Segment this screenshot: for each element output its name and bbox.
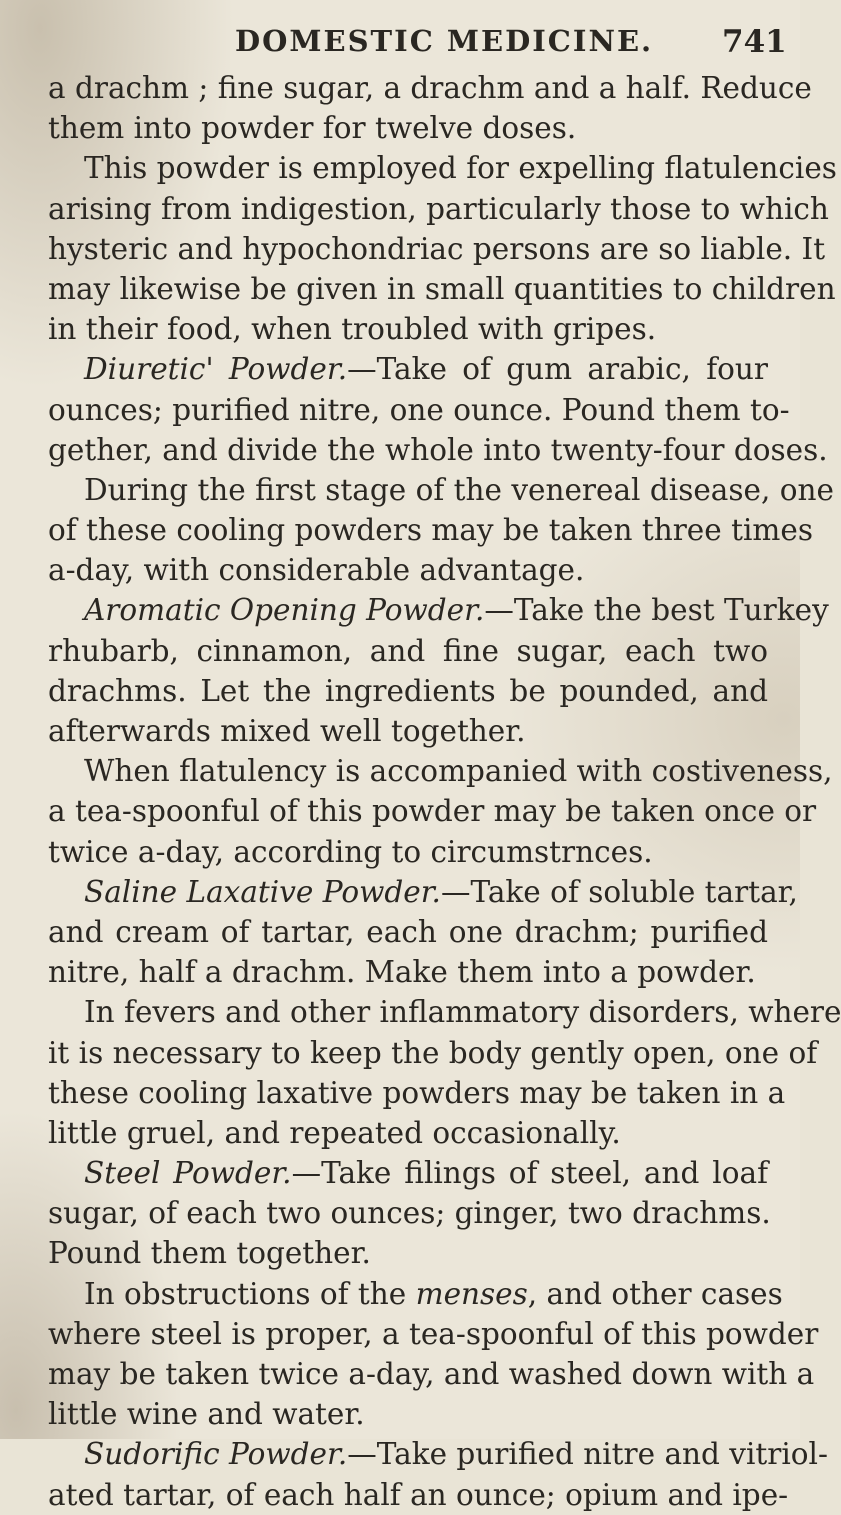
recipe-heading: Sudorific Powder. bbox=[84, 1437, 348, 1472]
line-text: —Take of soluble tartar, bbox=[440, 874, 798, 909]
text-line bbox=[48, 1033, 818, 1073]
line-text: —Take purified nitre and vitriol- bbox=[347, 1437, 828, 1472]
line-text: In obstructions of the menses, and other cases bbox=[84, 1276, 783, 1311]
text-line bbox=[48, 711, 768, 751]
text-line bbox=[48, 992, 841, 1032]
line-text: little wine and water. bbox=[48, 1397, 365, 1432]
line-text: hysteric and hypochondriac persons are so liable. It bbox=[48, 231, 826, 266]
line-text: When flatulency is accompanied with costiveness, bbox=[84, 754, 833, 789]
text-line bbox=[48, 631, 768, 671]
line-text: ated tartar, of each half an ounce; opium and ipe- bbox=[48, 1477, 789, 1512]
text-line bbox=[48, 832, 768, 872]
line-text: afterwards mixed well together. bbox=[48, 714, 526, 748]
text-line bbox=[48, 1073, 786, 1113]
text-line bbox=[48, 430, 828, 470]
line-text: In fevers and other inflammatory disorders, where bbox=[84, 995, 841, 1030]
text-line bbox=[48, 1475, 789, 1515]
recipe-heading: Diuretic' Powder. bbox=[84, 352, 348, 387]
text-line bbox=[48, 1233, 768, 1273]
line-text: twice a-day, according to circumstrnces. bbox=[48, 834, 653, 869]
text-line bbox=[48, 1153, 768, 1193]
text-line bbox=[48, 1434, 828, 1474]
line-text: may be taken twice a-day, and washed down with a bbox=[48, 1357, 815, 1391]
text-line bbox=[48, 1113, 768, 1153]
recipe-heading: Aromatic Opening Powder. bbox=[84, 593, 485, 628]
line-text: arising from indigestion, particularly those to which bbox=[48, 191, 829, 226]
text-line bbox=[48, 912, 768, 952]
text-line bbox=[48, 349, 768, 389]
recipe-heading: Steel Powder. bbox=[84, 1156, 292, 1191]
line-text: drachms. Let the ingredients be pounded, and bbox=[48, 673, 768, 708]
text-line bbox=[48, 1193, 771, 1233]
running-title: DOMESTIC MEDICINE. bbox=[235, 24, 654, 58]
line-text: —Take filings of steel, and loaf bbox=[291, 1156, 768, 1191]
text-line bbox=[48, 671, 768, 711]
line-text: —Take the best Turkey bbox=[484, 593, 829, 628]
line-text: —Take of gum arabic, four bbox=[347, 352, 768, 387]
line-text: a tea-spoonful of this powder may be taken once or bbox=[48, 794, 817, 829]
line-text: them into powder for twelve doses. bbox=[48, 111, 577, 146]
text-line bbox=[48, 108, 768, 148]
text-line bbox=[48, 470, 834, 510]
text-line bbox=[48, 1394, 768, 1434]
text-line bbox=[48, 550, 768, 590]
text-line bbox=[48, 148, 837, 188]
body-text bbox=[48, 68, 841, 1515]
line-text: and cream of tartar, each one drachm; purified bbox=[48, 914, 768, 949]
text-line bbox=[48, 791, 817, 831]
text-line bbox=[48, 1314, 819, 1354]
line-text: of these cooling powders may be taken three times bbox=[48, 513, 813, 548]
page-number: 741 bbox=[722, 24, 787, 60]
line-text: sugar, of each two ounces; ginger, two drachms. bbox=[48, 1196, 771, 1231]
line-text: these cooling laxative powders may be taken in a bbox=[48, 1075, 786, 1110]
line-text: nitre, half a drachm. Make them into a powder. bbox=[48, 955, 756, 990]
text-line bbox=[48, 229, 826, 269]
line-text: may likewise be given in small quantities to children bbox=[48, 271, 836, 306]
text-line bbox=[48, 1354, 815, 1394]
text-line bbox=[48, 390, 790, 430]
line-text: a drachm ; fine sugar, a drachm and a half. Reduce bbox=[48, 71, 812, 105]
text-line bbox=[48, 872, 798, 912]
line-text: little gruel, and repeated occasionally. bbox=[48, 1115, 621, 1150]
text-line bbox=[48, 1274, 783, 1314]
page-header bbox=[0, 12, 800, 62]
line-text: it is necessary to keep the body gently open, one of bbox=[48, 1035, 818, 1070]
text-line bbox=[48, 68, 812, 108]
text-line bbox=[48, 269, 836, 309]
line-text: a-day, with considerable advantage. bbox=[48, 553, 585, 588]
line-text: rhubarb, cinnamon, and fine sugar, each two bbox=[48, 633, 768, 668]
line-text: gether, and divide the whole into twenty-four doses. bbox=[48, 432, 828, 467]
text-line bbox=[48, 952, 768, 992]
line-text: Pound them together. bbox=[48, 1236, 371, 1271]
text-line bbox=[48, 751, 833, 791]
line-text: where steel is proper, a tea-spoonful of this powder bbox=[48, 1316, 819, 1351]
text-line bbox=[48, 510, 813, 550]
line-text: This powder is employed for expelling flatulencies bbox=[84, 151, 837, 186]
line-text: During the first stage of the venereal disease, one bbox=[84, 472, 834, 507]
text-line bbox=[48, 309, 768, 349]
line-text: ounces; purified nitre, one ounce. Pound them to- bbox=[48, 392, 790, 427]
text-line bbox=[48, 590, 829, 630]
text-line bbox=[48, 189, 829, 229]
recipe-heading: Saline Laxative Powder. bbox=[84, 874, 441, 909]
line-text: in their food, when troubled with gripes. bbox=[48, 312, 657, 347]
